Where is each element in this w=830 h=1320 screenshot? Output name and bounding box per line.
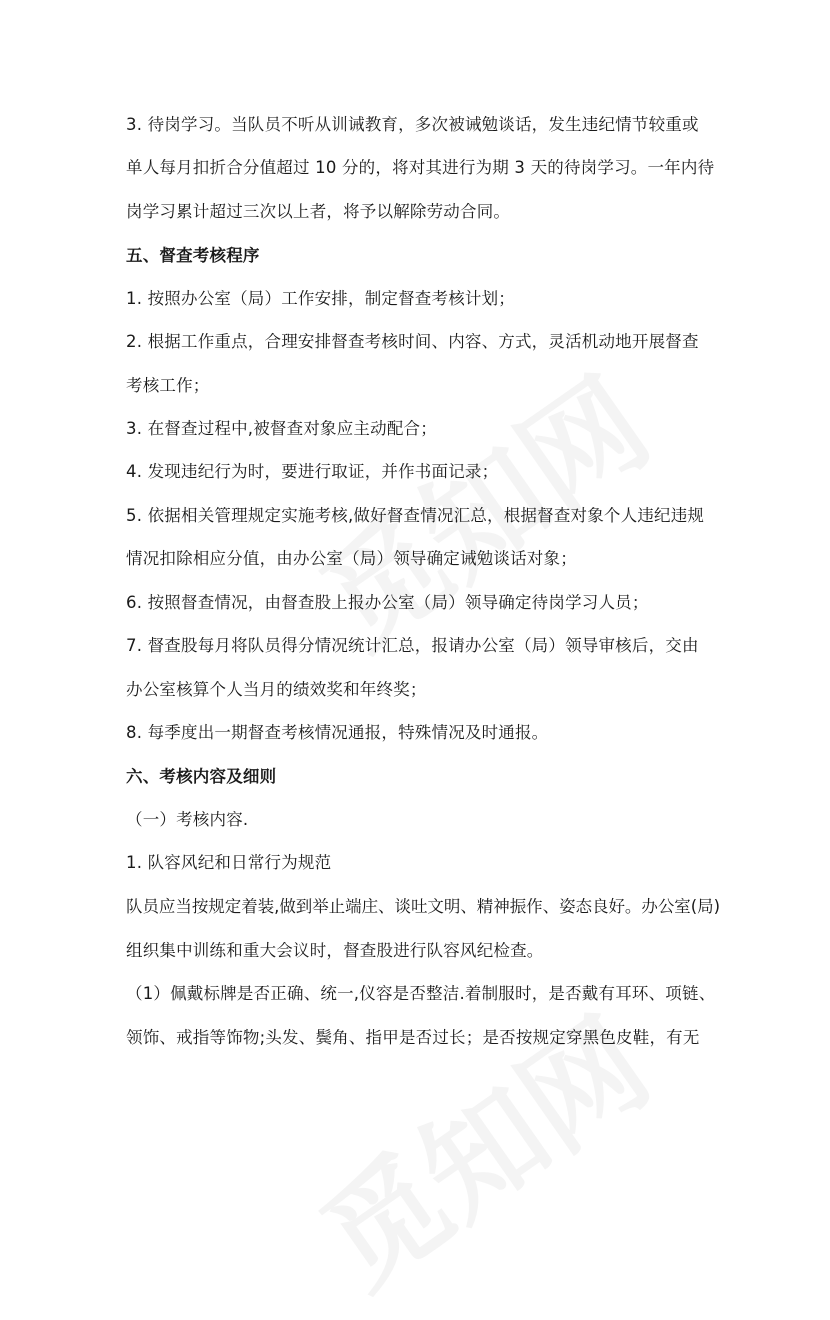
watermark: [283, 972, 677, 1319]
section-heading: 五、督查考核程序: [126, 246, 260, 265]
paragraph-line: 4. 发现违纪行为时，要进行取证，并作书面记录；: [126, 462, 499, 481]
paragraph-line: 3. 待岗学习。当队员不听从训诫教育，多次被诫勉谈话，发生违纪情节较重或: [126, 115, 699, 134]
paragraph-line: 8. 每季度出一期督查考核情况通报，特殊情况及时通报。: [126, 723, 549, 742]
paragraph-line: 1. 队容风纪和日常行为规范: [126, 853, 332, 872]
paragraph-line: 情况扣除相应分值，由办公室（局）领导确定诫勉谈话对象；: [126, 549, 577, 568]
paragraph-line: 1. 按照办公室（局）工作安排，制定督查考核计划；: [126, 289, 515, 308]
paragraph-line: 考核工作；: [126, 376, 210, 395]
paragraph-line: 领饰、戒指等饰物;头发、鬓角、指甲是否过长；是否按规定穿黑色皮鞋，有无: [126, 1028, 700, 1047]
paragraph-line: 组织集中训练和重大会议时，督查股进行队容风纪检查。: [126, 941, 544, 960]
paragraph-line: 岗学习累计超过三次以上者，将予以解除劳动合同。: [126, 202, 511, 221]
subsection-heading: （一）考核内容.: [126, 810, 249, 829]
paragraph-line: 办公室核算个人当月的绩效奖和年终奖；: [126, 680, 427, 699]
paragraph-line: 2. 根据工作重点，合理安排督查考核时间、内容、方式，灵活机动地开展督查: [126, 332, 699, 351]
paragraph-line: 7. 督查股每月将队员得分情况统计汇总，报请办公室（局）领导审核后，交由: [126, 636, 699, 655]
section-heading: 六、考核内容及细则: [126, 767, 277, 786]
paragraph-line: 6. 按照督查情况，由督查股上报办公室（局）领导确定待岗学习人员；: [126, 593, 649, 612]
paragraph-line: 5. 依据相关管理规定实施考核,做好督查情况汇总，根据督查对象个人违纪违规: [126, 506, 705, 525]
paragraph-line: （1）佩戴标牌是否正确、统一,仪容是否整洁.着制服时，是否戴有耳环、项链、: [126, 984, 716, 1003]
paragraph-line: 单人每月扣折合分值超过 10 分的，将对其进行为期 3 天的待岗学习。一年内待: [126, 158, 715, 177]
paragraph-line: 3. 在督查过程中,被督查对象应主动配合；: [126, 419, 437, 438]
paragraph-line: 队员应当按规定着装,做到举止端庄、谈吐文明、精神振作、姿态良好。办公室(局): [126, 897, 720, 916]
